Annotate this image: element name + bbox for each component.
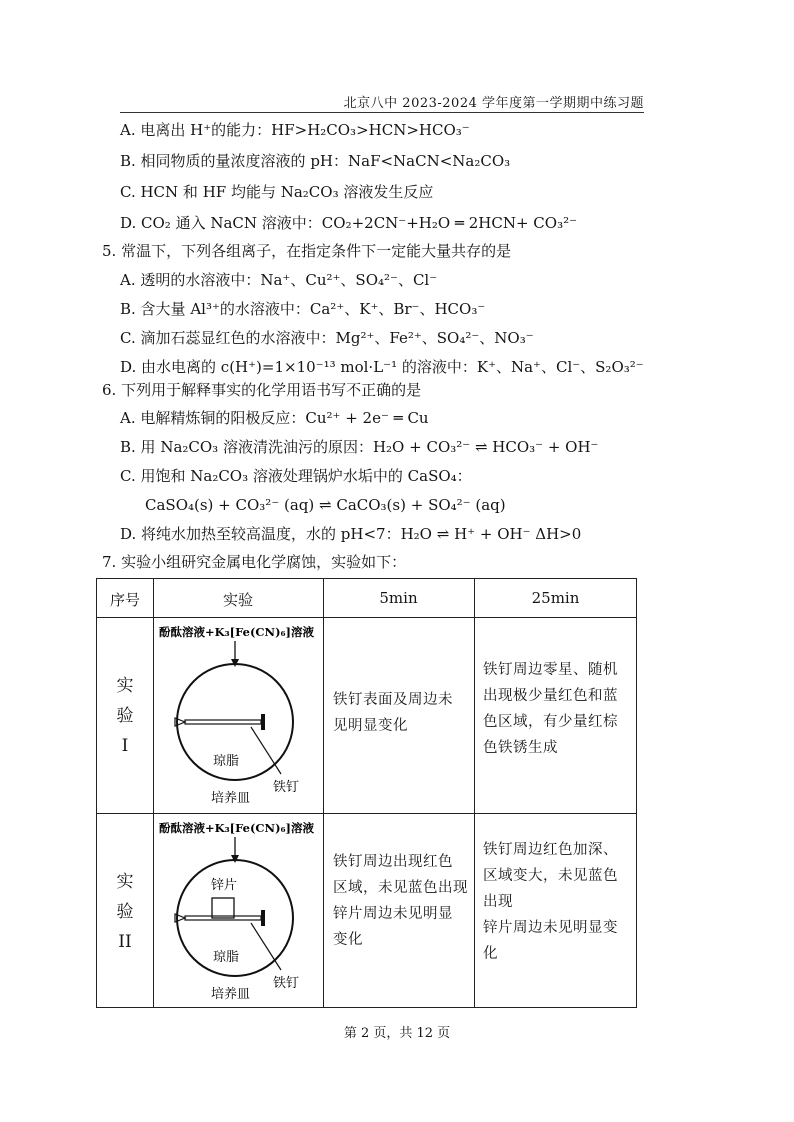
row-label-char: I xyxy=(121,736,129,756)
q4-option-b: B. 相同物质的量浓度溶液的 pH：NaF<NaCN<Na₂CO₃ xyxy=(120,152,511,170)
q6-option-c: C. 用饱和 Na₂CO₃ 溶液处理锅炉水垢中的 CaSO₄： xyxy=(120,467,472,485)
cell-line: 出现 xyxy=(483,894,513,910)
row-label-1 xyxy=(105,671,145,761)
row-2-25min-cell xyxy=(483,837,618,967)
header-index: 序号 xyxy=(109,591,140,609)
header-25min: 25min xyxy=(531,589,580,607)
cell-line: 变化 xyxy=(333,932,363,948)
dish-label: 培养皿 xyxy=(211,791,251,806)
q7-stem: 7. 实验小组研究金属电化学腐蚀，实验如下： xyxy=(102,553,407,571)
q6-stem: 6. 下列用于解释事实的化学用语书写不正确的是 xyxy=(102,381,422,399)
row-label-char: 验 xyxy=(116,902,134,922)
q5-option-c: C. 滴加石蕊显红色的水溶液中：Mg²⁺、Fe²⁺、SO₄²⁻、NO₃⁻ xyxy=(120,329,534,347)
cell-line: 区域，未见蓝色出现 xyxy=(333,880,468,896)
cell-line: 色区域，有少量红棕 xyxy=(483,714,618,730)
zinc-label: 锌片 xyxy=(211,878,238,893)
q6-option-d: D. 将纯水加热至较高温度，水的 pH<7：H₂O ⇌ H⁺ + OH⁻ ΔH>0 xyxy=(120,525,582,543)
cell-line: 见明显变化 xyxy=(333,718,408,734)
row-label-2 xyxy=(105,867,145,957)
nail-pointer-line xyxy=(251,727,281,774)
row-label-char: 实 xyxy=(116,872,134,892)
row-label-char: II xyxy=(118,932,132,952)
row-2-5min-cell xyxy=(333,849,468,953)
reagent-label: 酚酞溶液+K₃[Fe(CN)₆]溶液 xyxy=(159,625,314,639)
q5-option-b: B. 含大量 Al³⁺的水溶液中：Ca²⁺、K⁺、Br⁻、HCO₃⁻ xyxy=(120,300,486,318)
table-divider xyxy=(97,813,636,814)
q5-option-a: A. 透明的水溶液中：Na⁺、Cu²⁺、SO₄²⁻、Cl⁻ xyxy=(120,271,438,289)
header-experiment: 实验 xyxy=(222,591,253,609)
nail-pointer-line xyxy=(251,923,281,970)
row-label-char: 验 xyxy=(116,706,134,726)
q4-option-c: C. HCN 和 HF 均能与 Na₂CO₃ 溶液发生反应 xyxy=(120,183,434,201)
cell-line: 锌片周边未见明显 xyxy=(333,906,453,922)
q5-stem: 5. 常温下，下列各组离子，在指定条件下一定能大量共存的是 xyxy=(102,242,512,260)
experiment-2-diagram xyxy=(155,815,321,1007)
agar-label: 琼脂 xyxy=(213,754,240,769)
row-1-25min-cell xyxy=(483,657,618,761)
page-header: 北京八中 2023-2024 学年度第一学期期中练习题 xyxy=(343,96,644,111)
q6-option-a: A. 电解精炼铜的阳极反应：Cu²⁺ + 2e⁻ ═ Cu xyxy=(120,409,429,427)
q4-option-a: A. 电离出 H⁺的能力：HF>H₂CO₃>HCN>HCO₃⁻ xyxy=(120,121,470,139)
experiment-1-diagram xyxy=(155,619,321,811)
nail-head xyxy=(261,910,265,926)
cell-line: 铁钉周边出现红色 xyxy=(333,854,453,870)
cell-line: 出现极少量红色和蓝 xyxy=(483,688,618,704)
zinc-sheet xyxy=(212,898,234,918)
iron-nail xyxy=(185,720,261,724)
cell-line: 区域变大，未见蓝色 xyxy=(483,868,618,884)
page-footer: 第 2 页，共 12 页 xyxy=(343,1026,451,1041)
nail-label: 铁钉 xyxy=(273,780,300,795)
row-label-char: 实 xyxy=(116,676,134,696)
cell-line: 铁钉表面及周边未 xyxy=(333,692,453,708)
dish-label: 培养皿 xyxy=(211,987,251,1002)
q5-option-d: D. 由水电离的 c(H⁺)=1×10⁻¹³ mol·L⁻¹ 的溶液中：K⁺、Na⁺、Cl⁻、S₂O₃²⁻ xyxy=(120,358,644,376)
reagent-label: 酚酞溶液+K₃[Fe(CN)₆]溶液 xyxy=(159,821,314,835)
nail-head xyxy=(261,714,265,730)
cell-line: 铁钉周边红色加深、 xyxy=(483,842,618,858)
table-divider xyxy=(474,579,475,1007)
q4-option-d: D. CO₂ 通入 NaCN 溶液中：CO₂+2CN⁻+H₂O ═ 2HCN+ CO₃²⁻ xyxy=(120,214,578,232)
header-rule xyxy=(120,112,644,113)
experiment-table xyxy=(96,578,637,1008)
cell-line: 锌片周边未见明显变 xyxy=(483,920,618,936)
cell-line: 化 xyxy=(483,946,498,962)
agar-label: 琼脂 xyxy=(213,950,240,965)
table-divider xyxy=(323,579,324,1007)
q6-option-c-equation: CaSO₄(s) + CO₃²⁻ (aq) ⇌ CaCO₃(s) + SO₄²⁻ (aq) xyxy=(145,496,506,514)
nail-label: 铁钉 xyxy=(273,976,300,991)
table-divider xyxy=(97,617,636,618)
q6-option-b: B. 用 Na₂CO₃ 溶液清洗油污的原因：H₂O + CO₃²⁻ ⇌ HCO₃⁻ + OH⁻ xyxy=(120,438,599,456)
row-1-5min-cell xyxy=(333,687,453,739)
cell-line: 色铁锈生成 xyxy=(483,740,558,756)
header-5min: 5min xyxy=(379,589,418,607)
cell-line: 铁钉周边零星、随机 xyxy=(483,662,618,678)
table-divider xyxy=(153,579,154,1007)
